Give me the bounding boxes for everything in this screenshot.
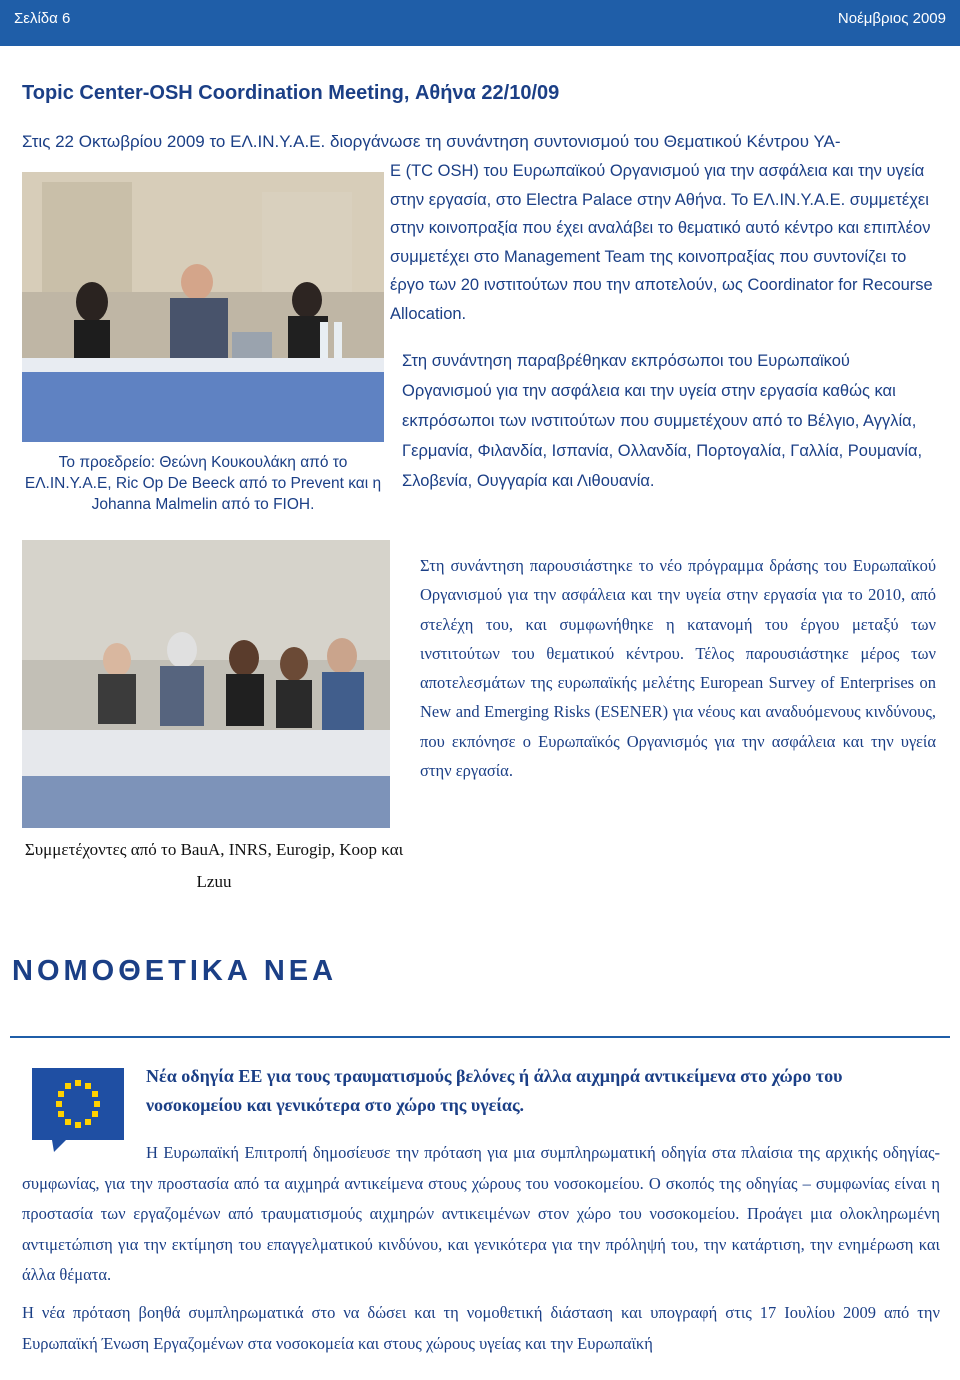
page-number: Σελίδα 6 — [14, 10, 71, 27]
photo2-caption: Συμμετέχοντες από το BauA, INRS, Eurogip, Koop και Lzuu — [24, 840, 404, 891]
news-paragraph-1: Η Ευρωπαϊκή Επιτροπή δημοσίευσε την πρόταση για μια συμπληρωματική οδηγία στα πλαίσια της αρχικής οδηγίας- συμφωνίας, για την προστασία από τα αιχμηρά αντικείμενα στους χώρους του νοσοκομείου. Ο σκοπός της οδηγίας – συμφωνίας είναι η προστασία των εργαζομένων από τραυματισμούς αιχμηρών αντικειμένων στον χώρο του νοσοκομείου. Προάγει μια ολοκληρωμένη αντιμετώπιση για την εκτίμηση του επαγγελματικού κινδύνου, και γενικότερα για την πρόληψή του, την κατάρτιση, την ενημέρωση και άλλα θέματα. — [22, 1143, 940, 1284]
photo1-caption: Το προεδρείο: Θεώνη Κουκουλάκη από το ΕΛ.ΙΝ.Υ.Α.Ε, Ric Op De Beeck από το Prevent και η Johanna Malmelin από το FIOH. — [24, 454, 382, 513]
page-header-bar — [0, 0, 960, 46]
article-paragraph-2: Στη συνάντηση παραβρέθηκαν εκπρόσωποι του Ευρωπαϊκού Οργανισμού για την ασφάλεια και την υγεία στην εργασία καθώς και εκπρόσωποι των ινστιτούτων που συμμετέχουν από το Βέλγιο, Αγγλία, Γερμανία, Φιλανδία, Ισπανία, Ολλανδία, Πορτογαλία, Γαλλία, Ρουμανία, Σλοβενία, Ουγγαρία και Λιθουανία. — [402, 352, 923, 490]
article-title: Topic Center-OSH Coordination Meeting, Αθήνα 22/10/09 — [22, 82, 560, 104]
meeting-participants-photo — [22, 540, 390, 828]
section-title: ΝΟΜΟΘΕΤΙΚΑ ΝΕΑ — [12, 955, 338, 987]
article-paragraph-3: Στη συνάντηση παρουσιάστηκε το νέο πρόγραμμα δράσης του Ευρωπαϊκού Οργανισμού για την ασφάλεια και την υγεία στην εργασία για το 2010, από στελέχη του, και συμφωνήθηκε η κατανομή του έργου μεταξύ των ινστιτούτων του θεματικού κέντρου. Τέλος παρουσιάστηκε μέρος των αποτελεσμάτων της ευρωπαϊκής μελέτης European Survey of Enterprises on New and Emerging Risks (ESENER) για νέους και αναδυόμενους κινδύνους, που εκπόνησε ο Ευρωπαϊκός Οργανισμός για την ασφάλεια και την υγεία στην εργασία. — [420, 556, 936, 781]
article-lead: Στις 22 Οκτωβρίου 2009 το ΕΛ.ΙΝ.Υ.Α.Ε. διοργάνωσε τη συνάντηση συντονισμού του Θεματικού Κέντρου ΥΑ- — [22, 132, 841, 151]
section-divider — [10, 1036, 950, 1038]
issue-date: Νοέμβριος 2009 — [837, 10, 946, 27]
news-paragraph-2: Η νέα πρόταση βοηθά συμπληρωματικά στο να δώσει και τη νομοθετική διάσταση και υπογραφή στις 17 Ιουλίου 2009 από την Ευρωπαϊκή Ένωση Εργαζομένων στα νοσοκομεία και στους χώρους υγείας και την Ευρωπαϊκή — [22, 1303, 940, 1353]
news-headline: Νέα οδηγία ΕΕ για τους τραυματισμούς βελόνες ή άλλα αιχμηρά αντικείμενα στο χώρο του νοσοκομείου και γενικότερα στο χώρο της υγείας. — [146, 1066, 843, 1115]
meeting-presidium-photo — [22, 172, 384, 442]
article-paragraph-1: Ε (TC OSH) του Ευρωπαϊκού Οργανισμού για την ασφάλεια και την υγεία στην εργασία, στο Electra Palace στην Αθήνα. Το ΕΛ.ΙΝ.Υ.Α.Ε. συμμετέχει στην κοινοπραξία που έχει αναλάβει το θεματικό αυτό κέντρο και επιπλέον συμμετέχει στο Management Team της κοινοπραξίας που συντονίζει το έργο των 20 ινστιτούτων που την αποτελούν, ως Coordinator for Recourse Allocation. — [390, 162, 933, 323]
